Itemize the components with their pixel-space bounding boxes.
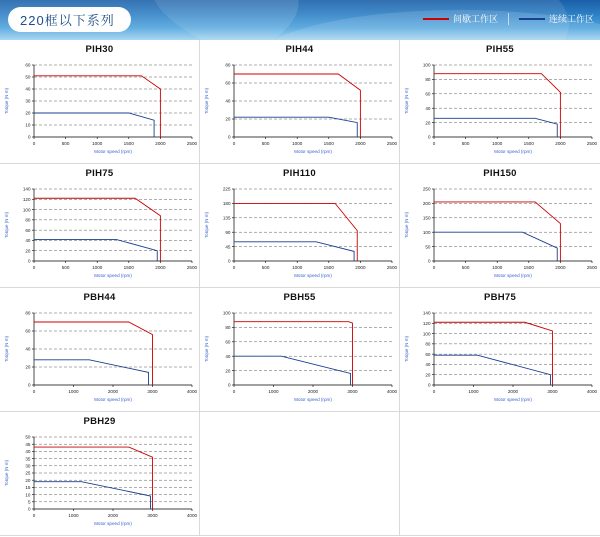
svg-text:Motor speed (rpm): Motor speed (rpm) (494, 397, 532, 402)
svg-text:150: 150 (422, 215, 431, 221)
svg-text:1500: 1500 (323, 265, 334, 270)
svg-text:80: 80 (425, 341, 431, 347)
svg-text:10: 10 (25, 492, 31, 498)
svg-text:100: 100 (422, 229, 431, 235)
svg-text:0: 0 (227, 258, 231, 264)
chart-title: PBH55 (283, 292, 316, 303)
chart-cell-pih55 (400, 40, 600, 164)
chart-title: PIH110 (283, 168, 316, 179)
svg-text:4000: 4000 (186, 513, 198, 518)
svg-text:60: 60 (225, 80, 231, 86)
chart-title: PIH55 (486, 44, 514, 55)
svg-text:500: 500 (261, 141, 270, 146)
svg-text:2000: 2000 (155, 141, 166, 146)
svg-text:2000: 2000 (155, 265, 166, 270)
svg-text:1000: 1000 (268, 389, 279, 394)
svg-text:Torque (N·m): Torque (N·m) (204, 88, 209, 114)
svg-text:2000: 2000 (355, 265, 366, 270)
chart-plot (400, 55, 600, 159)
chart-plot (0, 303, 200, 407)
svg-text:100: 100 (422, 62, 431, 68)
svg-text:15: 15 (25, 485, 31, 491)
svg-text:40: 40 (225, 353, 231, 359)
svg-text:3000: 3000 (547, 389, 558, 394)
svg-text:20: 20 (425, 120, 431, 126)
legend-divider (508, 13, 509, 25)
svg-text:Motor speed (rpm): Motor speed (rpm) (294, 397, 332, 402)
chart-cell-pbh29 (0, 412, 200, 536)
svg-text:1000: 1000 (68, 389, 79, 394)
svg-text:2000: 2000 (507, 389, 519, 394)
svg-text:3000: 3000 (147, 389, 158, 394)
svg-text:Torque (N·m): Torque (N·m) (4, 460, 9, 486)
chart-plot (400, 303, 600, 407)
svg-text:1500: 1500 (123, 265, 134, 270)
svg-text:120: 120 (422, 320, 431, 326)
chart-plot (200, 55, 400, 159)
svg-text:4000: 4000 (386, 389, 398, 394)
svg-text:60: 60 (425, 351, 431, 357)
svg-text:180: 180 (222, 201, 231, 207)
svg-text:Motor speed (rpm): Motor speed (rpm) (294, 273, 332, 278)
svg-text:Motor speed (rpm): Motor speed (rpm) (494, 273, 532, 278)
svg-text:Torque (N·m): Torque (N·m) (4, 336, 9, 362)
chart-title: PIH150 (483, 168, 517, 179)
svg-text:2500: 2500 (586, 265, 598, 270)
svg-text:Motor speed (rpm): Motor speed (rpm) (94, 521, 132, 526)
svg-text:80: 80 (25, 310, 31, 316)
svg-text:3000: 3000 (347, 389, 358, 394)
svg-text:20: 20 (25, 110, 31, 116)
svg-text:40: 40 (25, 346, 31, 352)
svg-text:60: 60 (25, 227, 31, 233)
chart-plot (400, 179, 600, 283)
chart-plot (0, 179, 200, 283)
svg-text:5: 5 (27, 499, 31, 505)
svg-text:0: 0 (27, 258, 31, 264)
svg-text:2500: 2500 (386, 265, 398, 270)
svg-text:2000: 2000 (307, 389, 319, 394)
svg-text:0: 0 (32, 265, 36, 270)
chart-title: PIH44 (285, 44, 314, 55)
svg-text:50: 50 (25, 74, 31, 80)
svg-text:4000: 4000 (586, 389, 598, 394)
chart-title: PBH29 (83, 416, 116, 427)
svg-text:225: 225 (222, 186, 231, 192)
svg-text:0: 0 (432, 389, 436, 394)
chart-cell-pih44 (200, 40, 400, 164)
svg-text:0: 0 (227, 382, 231, 388)
svg-text:0: 0 (432, 141, 436, 146)
svg-text:2000: 2000 (107, 513, 119, 518)
svg-text:Motor speed (rpm): Motor speed (rpm) (94, 397, 132, 402)
svg-text:2000: 2000 (355, 141, 366, 146)
chart-plot (0, 427, 200, 531)
svg-text:100: 100 (22, 207, 31, 213)
svg-text:2000: 2000 (555, 265, 566, 270)
svg-text:Torque (N·m): Torque (N·m) (404, 88, 409, 114)
svg-text:45: 45 (225, 244, 231, 250)
chart-cell-pbh55 (200, 288, 400, 412)
svg-text:50: 50 (25, 434, 31, 440)
svg-text:0: 0 (27, 506, 31, 512)
chart-grid (0, 40, 600, 536)
svg-text:1000: 1000 (292, 265, 303, 270)
svg-text:40: 40 (25, 86, 31, 92)
svg-text:3000: 3000 (147, 513, 158, 518)
svg-text:0: 0 (32, 513, 36, 518)
page-header (0, 0, 600, 40)
chart-cell-pih150 (400, 164, 600, 288)
svg-text:80: 80 (225, 62, 231, 68)
chart-plot (200, 179, 400, 283)
svg-text:20: 20 (225, 116, 231, 122)
chart-title: PBH44 (83, 292, 116, 303)
svg-text:Motor speed (rpm): Motor speed (rpm) (494, 149, 532, 154)
svg-text:2500: 2500 (386, 141, 398, 146)
legend-label-continuous: 连续工作区 (548, 14, 594, 24)
svg-text:60: 60 (425, 91, 431, 97)
svg-text:40: 40 (25, 449, 31, 455)
legend-item-continuous (519, 12, 594, 25)
svg-text:1000: 1000 (468, 389, 479, 394)
svg-text:100: 100 (422, 331, 431, 337)
chart-title: PIH30 (85, 44, 114, 55)
svg-text:2500: 2500 (586, 141, 598, 146)
svg-text:40: 40 (425, 362, 431, 368)
svg-text:500: 500 (261, 265, 270, 270)
svg-text:20: 20 (425, 372, 431, 378)
svg-text:Torque (N·m): Torque (N·m) (4, 212, 9, 238)
page-title: 220框以下系列 (8, 7, 131, 32)
svg-text:Torque (N·m): Torque (N·m) (4, 88, 9, 114)
svg-text:60: 60 (25, 328, 31, 334)
chart-title: PBH75 (483, 292, 517, 303)
chart-cell-empty (400, 412, 600, 536)
legend-item-intermittent (423, 12, 498, 25)
svg-text:20: 20 (25, 248, 31, 254)
svg-text:Torque (N·m): Torque (N·m) (404, 212, 409, 238)
svg-text:1500: 1500 (523, 141, 534, 146)
legend-swatch-red (423, 18, 449, 20)
svg-text:0: 0 (232, 265, 236, 270)
svg-text:0: 0 (427, 382, 431, 388)
svg-text:200: 200 (422, 201, 431, 207)
svg-text:0: 0 (232, 389, 236, 394)
svg-text:1000: 1000 (492, 141, 503, 146)
svg-text:80: 80 (225, 325, 231, 331)
svg-text:100: 100 (222, 310, 231, 316)
svg-text:250: 250 (422, 186, 431, 192)
svg-text:50: 50 (425, 244, 431, 250)
svg-text:135: 135 (222, 215, 231, 221)
svg-text:30: 30 (25, 98, 31, 104)
svg-text:0: 0 (427, 134, 431, 140)
svg-text:0: 0 (32, 389, 36, 394)
svg-text:0: 0 (32, 141, 36, 146)
svg-text:Torque (N·m): Torque (N·m) (204, 336, 209, 362)
svg-text:120: 120 (22, 196, 31, 202)
svg-text:4000: 4000 (186, 389, 198, 394)
svg-text:0: 0 (432, 265, 436, 270)
svg-text:1000: 1000 (92, 265, 103, 270)
svg-text:25: 25 (25, 470, 31, 476)
svg-text:2000: 2000 (555, 141, 566, 146)
svg-text:Motor speed (rpm): Motor speed (rpm) (294, 149, 332, 154)
svg-text:45: 45 (25, 441, 31, 447)
svg-text:0: 0 (27, 134, 31, 140)
svg-text:40: 40 (225, 98, 231, 104)
svg-text:20: 20 (25, 477, 31, 483)
svg-text:20: 20 (25, 364, 31, 370)
svg-text:2500: 2500 (186, 141, 198, 146)
svg-text:1000: 1000 (492, 265, 503, 270)
svg-text:40: 40 (25, 238, 31, 244)
svg-text:60: 60 (225, 339, 231, 345)
svg-text:0: 0 (427, 258, 431, 264)
legend (423, 12, 594, 25)
chart-cell-pbh75 (400, 288, 600, 412)
svg-text:60: 60 (25, 62, 31, 68)
svg-text:Motor speed (rpm): Motor speed (rpm) (94, 149, 132, 154)
svg-text:1000: 1000 (68, 513, 79, 518)
svg-text:80: 80 (25, 217, 31, 223)
svg-text:2500: 2500 (186, 265, 198, 270)
svg-text:500: 500 (461, 141, 470, 146)
svg-text:35: 35 (25, 456, 31, 462)
svg-text:1500: 1500 (523, 265, 534, 270)
svg-text:1500: 1500 (323, 141, 334, 146)
legend-label-intermittent: 间歇工作区 (452, 14, 498, 24)
svg-text:2000: 2000 (107, 389, 119, 394)
svg-text:Motor speed (rpm): Motor speed (rpm) (94, 273, 132, 278)
chart-plot (200, 303, 400, 407)
chart-cell-pih110 (200, 164, 400, 288)
svg-text:1500: 1500 (123, 141, 134, 146)
svg-text:20: 20 (225, 368, 231, 374)
svg-text:Torque (N·m): Torque (N·m) (404, 336, 409, 362)
svg-text:0: 0 (27, 382, 31, 388)
chart-cell-pbh44 (0, 288, 200, 412)
svg-text:500: 500 (461, 265, 470, 270)
svg-text:0: 0 (232, 141, 236, 146)
chart-title: PIH75 (85, 168, 114, 179)
svg-text:500: 500 (61, 141, 70, 146)
svg-text:500: 500 (61, 265, 70, 270)
svg-text:Torque (N·m): Torque (N·m) (204, 212, 209, 238)
chart-cell-empty (200, 412, 400, 536)
svg-text:1000: 1000 (292, 141, 303, 146)
chart-cell-pih30 (0, 40, 200, 164)
legend-swatch-blue (519, 18, 545, 20)
svg-text:10: 10 (25, 122, 31, 128)
svg-text:0: 0 (227, 134, 231, 140)
chart-cell-pih75 (0, 164, 200, 288)
svg-text:1000: 1000 (92, 141, 103, 146)
svg-text:140: 140 (22, 186, 31, 192)
svg-text:40: 40 (425, 105, 431, 111)
svg-text:90: 90 (225, 229, 231, 235)
svg-text:140: 140 (422, 310, 431, 316)
svg-text:80: 80 (425, 77, 431, 83)
svg-text:30: 30 (25, 463, 31, 469)
chart-plot (0, 55, 200, 159)
